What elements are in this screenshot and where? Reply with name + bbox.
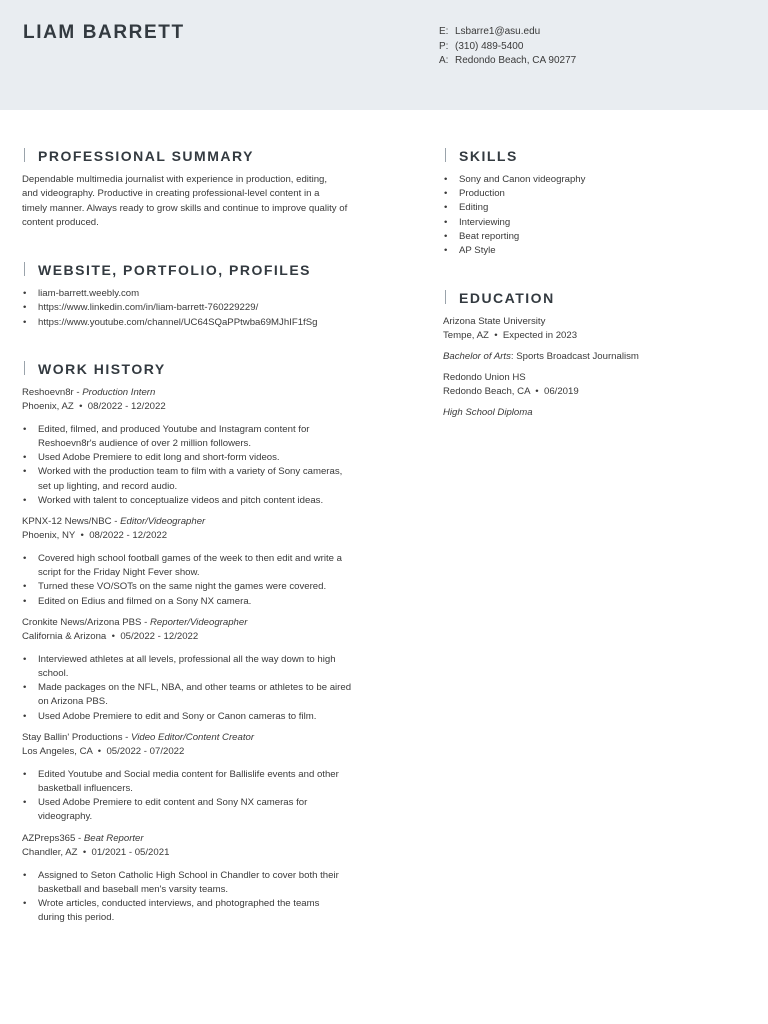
job-meta (22, 630, 402, 644)
job-title (22, 832, 402, 846)
bullet-dot: • (23, 653, 27, 665)
link-text[interactable]: https://www.youtube.com/channel/UC64SQaPPtwba69MJhIF1fSg (38, 316, 318, 328)
job-location: Los Angeles, CA (22, 745, 93, 757)
edu-major: : Sports Broadcast Journalism (510, 351, 639, 363)
job-company: KPNX-12 News/NBC - (22, 516, 121, 528)
skills-list (443, 173, 743, 258)
meta-separator: • (82, 846, 87, 858)
bullet-line: script for the Friday Night Fever show. (38, 567, 200, 579)
job-company: Stay Ballin' Productions - (22, 731, 132, 743)
job-bullets (22, 869, 402, 926)
job-entry (22, 616, 402, 724)
edu-date: Expected in 2023 (502, 330, 578, 342)
bullet-line: Edited Youtube and Social media content for Ballislife events and other (38, 768, 339, 780)
job-company: Cronkite News/Arizona PBS - (22, 616, 150, 628)
links-list (22, 287, 402, 330)
bullet-line: during this period. (38, 912, 115, 924)
bullet-dot: • (23, 797, 27, 809)
bullet-line: Edited, filmed, and produced Youtube and Instagram content for (38, 423, 310, 435)
job-dates: 01/2021 - 05/2021 (91, 846, 170, 858)
job-bullets (22, 423, 402, 508)
contact-phone-key: P: (439, 40, 449, 52)
meta-separator: • (97, 745, 102, 757)
edu-school: Redondo Union HS (443, 372, 526, 384)
bullet-line: Turned these VO/SOTs on the same night the games were covered. (38, 581, 327, 593)
work-heading-text: WORK HISTORY (38, 360, 166, 377)
contact-phone-value: (310) 489-5400 (455, 40, 524, 52)
summary-line: Dependable multimedia journalist with experience in production, editing, (22, 174, 328, 185)
job-bullets (22, 653, 402, 724)
meta-separator: • (535, 386, 539, 398)
summary-line: timely manner. Always ready to grow skills and continue to improve quality of (22, 202, 348, 214)
bullet-dot: • (23, 288, 27, 300)
skill-text: Beat reporting (459, 230, 520, 242)
bullet-dot: • (23, 581, 27, 593)
bullet-line: Reshoevn8r's audience of over 2 million followers. (38, 438, 252, 449)
job-entry (22, 386, 402, 508)
section-marker (445, 290, 446, 304)
bullet-line: videography. (38, 811, 93, 823)
section-marker (24, 262, 25, 276)
job-title (22, 515, 402, 529)
skill-item (443, 216, 743, 230)
job-role: Beat Reporter (83, 832, 144, 844)
right-column (443, 146, 743, 427)
skill-text: Sony and Canon videography (459, 174, 586, 185)
job-role: Video Editor/Content Creator (131, 731, 255, 743)
job-entry (22, 832, 402, 926)
bullet-line: Used Adobe Premiere to edit and Sony or Canon cameras to film. (38, 710, 317, 722)
meta-separator: • (111, 630, 115, 642)
job-dates: 08/2022 - 12/2022 (87, 400, 166, 412)
resume-header (0, 0, 768, 110)
edu-meta (443, 385, 743, 399)
bullet-dot: • (444, 202, 448, 214)
edu-degree-name: Bachelor of Arts (443, 351, 511, 363)
skills-section (443, 146, 743, 258)
contact-phone (439, 40, 576, 55)
skill-item (443, 201, 743, 215)
job-entry (22, 515, 402, 609)
job-bullet (22, 494, 402, 508)
bullet-line: Covered high school football games of the week to then edit and write a (38, 553, 342, 565)
job-location: Phoenix, AZ (22, 400, 74, 412)
links-heading-text: WEBSITE, PORTFOLIO, PROFILES (38, 262, 312, 279)
job-bullet (22, 423, 402, 451)
edu-degree-name: High School Diploma (443, 407, 533, 419)
bullet-line: set up lighting, and record audio. (38, 480, 178, 492)
bullet-dot: • (23, 710, 27, 722)
skill-text: Editing (459, 202, 489, 214)
edu-date: 06/2019 (544, 386, 579, 398)
contact-address (439, 54, 576, 69)
work-section (22, 359, 402, 926)
bullet-dot: • (23, 316, 27, 328)
job-location: Chandler, AZ (22, 846, 78, 858)
job-bullet (22, 653, 402, 681)
job-meta (22, 745, 402, 759)
links-section (22, 260, 402, 330)
edu-degree (443, 406, 743, 420)
bullet-line: Used Adobe Premiere to edit content and Sony NX cameras for (38, 797, 308, 809)
meta-separator: • (494, 330, 498, 342)
contact-address-key: A: (439, 55, 449, 66)
skills-heading (443, 146, 743, 166)
job-bullet (22, 768, 402, 796)
education-entry (443, 315, 743, 364)
link-text[interactable]: https://www.linkedin.com/in/liam-barrett-760229229/ (38, 302, 259, 314)
job-entry (22, 731, 402, 825)
job-meta (22, 529, 402, 543)
summary-line: and videography. Productive in creating professional-level content in a (22, 188, 320, 200)
work-heading (22, 359, 402, 379)
bullet-line: basketball and baseball men's varsity teams. (38, 883, 229, 895)
job-bullet (22, 580, 402, 594)
skill-text: Interviewing (459, 216, 511, 228)
bullet-dot: • (23, 302, 27, 314)
job-location: Phoenix, NY (22, 530, 76, 542)
bullet-dot: • (444, 216, 448, 228)
job-bullet (22, 595, 402, 609)
bullet-dot: • (23, 869, 27, 881)
job-company: Reshoevn8r - (22, 386, 83, 398)
skill-item (443, 173, 743, 187)
bullet-dot: • (23, 898, 27, 910)
education-entry (443, 371, 743, 420)
job-bullet (22, 897, 402, 925)
bullet-line: basketball influencers. (38, 783, 133, 795)
bullet-line: Worked with talent to conceptualize videos and pitch content ideas. (38, 494, 324, 506)
bullet-line: Wrote articles, conducted interviews, and photographed the teams (38, 898, 320, 910)
education-section (443, 288, 743, 420)
contact-email-key: E: (439, 26, 449, 37)
bullet-dot: • (23, 768, 27, 780)
skill-text: Production (459, 188, 505, 200)
edu-location: Redondo Beach, CA (443, 386, 530, 398)
bullet-dot: • (23, 682, 27, 694)
bullet-dot: • (444, 245, 448, 257)
job-dates: 08/2022 - 12/2022 (89, 530, 168, 542)
job-dates: 05/2022 - 07/2022 (106, 745, 185, 757)
job-company: AZPreps365 - (22, 832, 84, 844)
bullet-line: on Arizona PBS. (38, 696, 108, 708)
job-role: Reporter/Videographer (149, 616, 248, 628)
job-bullet (22, 681, 402, 709)
link-website[interactable] (22, 287, 402, 301)
bullet-line: Worked with the production team to film with a variety of Sony cameras, (38, 466, 343, 478)
job-bullet (22, 710, 402, 724)
left-column (22, 146, 402, 932)
links-heading (22, 260, 402, 280)
job-dates: 05/2022 - 12/2022 (120, 630, 199, 642)
link-youtube[interactable] (22, 316, 402, 330)
job-location: California & Arizona (22, 630, 107, 642)
bullet-dot: • (444, 230, 448, 242)
bullet-dot: • (23, 595, 27, 607)
job-role: Editor/Videographer (120, 516, 206, 528)
bullet-dot: • (23, 423, 27, 435)
contact-address-value: Redondo Beach, CA 90277 (455, 55, 577, 66)
skill-item (443, 230, 743, 244)
bullet-line: Edited on Edius and filmed on a Sony NX camera. (38, 595, 252, 607)
contact-email (439, 25, 576, 40)
job-meta (22, 846, 402, 860)
edu-location: Tempe, AZ (443, 330, 489, 342)
job-title (22, 616, 402, 630)
bullet-line: Interviewed athletes at all levels, professional all the way down to high (38, 653, 336, 665)
summary-heading (22, 146, 402, 166)
meta-separator: • (80, 530, 84, 542)
job-bullet (22, 465, 402, 493)
link-linkedin[interactable] (22, 301, 402, 315)
link-text[interactable]: liam-barrett.weebly.com (38, 288, 140, 300)
job-bullets (22, 768, 402, 825)
job-role: Production Intern (82, 386, 156, 398)
job-bullet (22, 552, 402, 580)
job-title (22, 731, 402, 745)
section-marker (24, 361, 25, 375)
summary-heading-text: PROFESSIONAL SUMMARY (38, 148, 254, 164)
bullet-dot: • (23, 466, 27, 478)
contact-info (439, 25, 576, 69)
summary-text (22, 173, 402, 230)
bullet-dot: • (23, 553, 27, 565)
bullet-dot: • (444, 188, 448, 200)
bullet-dot: • (444, 174, 448, 185)
bullet-line: Made packages on the NFL, NBA, and other teams or athletes to be aired (38, 682, 352, 694)
edu-meta (443, 329, 743, 343)
bullet-dot: • (23, 452, 27, 464)
summary-section (22, 146, 402, 230)
job-bullet (22, 451, 402, 465)
bullet-dot: • (23, 494, 27, 506)
summary-line: content produced. (22, 216, 99, 228)
candidate-name: LIAM BARRETT (23, 22, 185, 43)
bullet-line: Assigned to Seton Catholic High School in Chandler to cover both their (38, 869, 339, 881)
section-marker (24, 148, 25, 162)
skills-heading-text: SKILLS (459, 148, 518, 164)
contact-email-value: Lsbarre1@asu.edu (455, 26, 541, 37)
skill-text: AP Style (459, 245, 496, 257)
job-bullet (22, 869, 402, 897)
edu-degree (443, 350, 743, 364)
meta-separator: • (79, 400, 83, 412)
bullet-line: school. (38, 668, 69, 680)
job-bullet (22, 796, 402, 824)
edu-school: Arizona State University (443, 316, 546, 328)
skill-item (443, 187, 743, 201)
job-title (22, 386, 402, 400)
education-heading-text: EDUCATION (459, 290, 555, 307)
education-heading (443, 288, 743, 308)
skill-item (443, 244, 743, 258)
section-marker (445, 148, 446, 162)
bullet-line: Used Adobe Premiere to edit long and short-form videos. (38, 452, 280, 464)
job-meta (22, 400, 402, 414)
job-bullets (22, 552, 402, 609)
